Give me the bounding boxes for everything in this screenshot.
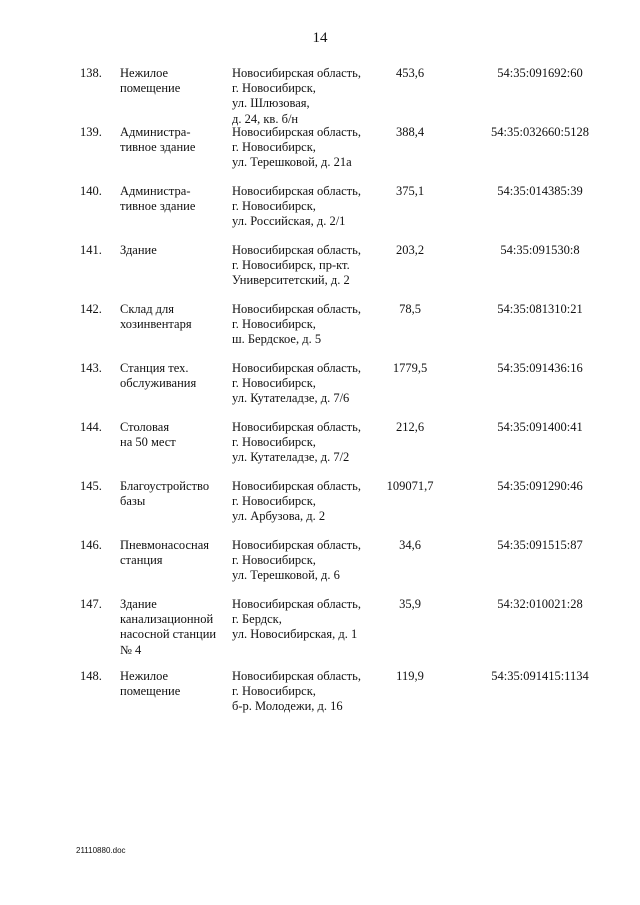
object-name-line: тивное здание xyxy=(120,199,196,214)
object-address-line: г. Новосибирск, xyxy=(232,494,316,509)
object-name-line: Пневмонасосная xyxy=(120,538,209,552)
object-address-line: Новосибирская область, xyxy=(232,538,361,552)
cadastral-number: 54:35:032660:5128 xyxy=(491,125,589,139)
object-address-line: г. Новосибирск, пр-кт. xyxy=(232,258,350,273)
object-name-line: станция xyxy=(120,553,163,568)
object-name xyxy=(120,243,220,258)
object-name xyxy=(120,125,220,155)
table-row xyxy=(0,125,640,184)
row-number: 143. xyxy=(80,361,102,375)
object-name xyxy=(120,184,220,214)
object-address-line: ул. Шлюзовая, xyxy=(232,96,310,111)
object-name-line: помещение xyxy=(120,684,181,699)
object-address-line: ул. Терешковой, д. 6 xyxy=(232,568,340,583)
object-address-line: г. Новосибирск, xyxy=(232,376,316,391)
table-row xyxy=(0,184,640,243)
object-area: 212,6 xyxy=(395,420,425,434)
cadastral-number: 54:35:091530:8 xyxy=(500,243,580,257)
object-address xyxy=(232,669,382,715)
cadastral-number: 54:32:010021:28 xyxy=(497,597,583,611)
object-area: 34,6 xyxy=(399,538,421,552)
object-address xyxy=(232,361,382,407)
object-address-line: ул. Новосибирская, д. 1 xyxy=(232,627,358,642)
table-row xyxy=(0,361,640,420)
table-row xyxy=(0,66,640,125)
table-row xyxy=(0,538,640,597)
object-address-line: Новосибирская область, xyxy=(232,184,361,198)
object-address xyxy=(232,243,382,289)
object-name-line: Нежилое xyxy=(120,66,169,80)
object-name-line: насосной станции xyxy=(120,627,217,642)
object-name-line: базы xyxy=(120,494,146,509)
table-row xyxy=(0,302,640,361)
object-area: 119,9 xyxy=(396,669,424,683)
object-address-line: Новосибирская область, xyxy=(232,302,361,316)
object-address-line: г. Бердск, xyxy=(232,612,282,627)
object-name-line: Здание xyxy=(120,597,157,611)
document-filename: 21110880.doc xyxy=(76,846,126,855)
object-name-line: Склад для xyxy=(120,302,175,316)
row-number: 141. xyxy=(80,243,102,257)
object-address-line: Новосибирская область, xyxy=(232,669,361,683)
row-number: 140. xyxy=(80,184,102,198)
object-name-line: № 4 xyxy=(120,642,142,657)
object-address-line: г. Новосибирск, xyxy=(232,553,316,568)
cadastral-number: 54:35:014385:39 xyxy=(497,184,583,198)
object-address-line: Новосибирская область, xyxy=(232,420,361,434)
object-area: 1779,5 xyxy=(392,361,428,375)
row-number: 148. xyxy=(80,669,102,683)
object-name-line: на 50 мест xyxy=(120,435,176,450)
row-number: 146. xyxy=(80,538,102,552)
table-row xyxy=(0,420,640,479)
cadastral-number: 54:35:091400:41 xyxy=(497,420,583,434)
object-address-line: Новосибирская область, xyxy=(232,243,361,257)
object-address-line: г. Новосибирск, xyxy=(232,317,316,332)
object-area: 78,5 xyxy=(399,302,421,316)
cadastral-number: 54:35:091692:60 xyxy=(497,66,583,80)
object-area: 453,6 xyxy=(395,66,425,80)
object-name xyxy=(120,302,220,332)
object-name-line: помещение xyxy=(120,81,181,96)
property-table xyxy=(0,66,640,728)
object-name-line: хозинвентаря xyxy=(120,317,192,332)
object-address xyxy=(232,302,382,348)
object-area: 388,4 xyxy=(395,125,425,139)
object-address-line: д. 24, кв. б/н xyxy=(232,111,299,126)
cadastral-number: 54:35:081310:21 xyxy=(497,302,583,316)
object-area: 375,1 xyxy=(395,184,425,198)
object-name-line: тивное здание xyxy=(120,140,196,155)
row-number: 144. xyxy=(80,420,102,434)
row-number: 142. xyxy=(80,302,102,316)
object-area: 35,9 xyxy=(399,597,421,611)
object-address xyxy=(232,479,382,525)
row-number: 139. xyxy=(80,125,102,139)
object-name-line: Столовая xyxy=(120,420,170,434)
object-address-line: ул. Российская, д. 2/1 xyxy=(232,214,346,229)
object-address-line: Университетский, д. 2 xyxy=(232,273,350,288)
object-name-line: обслуживания xyxy=(120,376,197,391)
row-number: 138. xyxy=(80,66,102,80)
object-address xyxy=(232,538,382,584)
cadastral-number: 54:35:091436:16 xyxy=(497,361,583,375)
object-name xyxy=(120,538,220,568)
object-address xyxy=(232,420,382,466)
table-row xyxy=(0,479,640,538)
object-address-line: г. Новосибирск, xyxy=(232,81,316,96)
object-address-line: б-р. Молодежи, д. 16 xyxy=(232,699,343,714)
object-address-line: ул. Кутателадзе, д. 7/2 xyxy=(232,450,350,465)
object-address-line: ул. Арбузова, д. 2 xyxy=(232,509,326,524)
object-address-line: Новосибирская область, xyxy=(232,125,361,139)
object-address-line: г. Новосибирск, xyxy=(232,199,316,214)
object-name xyxy=(120,669,220,699)
object-address xyxy=(232,66,382,127)
object-name-line: Здание xyxy=(120,243,157,257)
object-address xyxy=(232,184,382,230)
cadastral-number: 54:35:091415:1134 xyxy=(491,669,589,683)
object-name-line: Благоустройство xyxy=(120,479,210,493)
object-address-line: Новосибирская область, xyxy=(232,597,361,611)
object-address-line: Новосибирская область, xyxy=(232,479,361,493)
object-name xyxy=(120,597,220,658)
table-row xyxy=(0,243,640,302)
object-address xyxy=(232,125,382,171)
object-address-line: Новосибирская область, xyxy=(232,361,361,375)
object-name-line: Нежилое xyxy=(120,669,169,683)
object-name xyxy=(120,66,220,96)
object-name xyxy=(120,420,220,450)
row-number: 145. xyxy=(80,479,102,493)
object-address-line: ул. Терешковой, д. 21а xyxy=(232,155,352,170)
page-number: 14 xyxy=(312,30,328,46)
object-name-line: канализационной xyxy=(120,612,214,627)
object-name xyxy=(120,479,220,509)
object-name-line: Администра- xyxy=(120,125,191,139)
object-name-line: Администра- xyxy=(120,184,191,198)
object-name xyxy=(120,361,220,391)
object-name-line: Станция тех. xyxy=(120,361,189,375)
table-row xyxy=(0,597,640,669)
cadastral-number: 54:35:091290:46 xyxy=(497,479,583,493)
cadastral-number: 54:35:091515:87 xyxy=(497,538,583,552)
object-address-line: ул. Кутателадзе, д. 7/6 xyxy=(232,391,350,406)
table-row xyxy=(0,669,640,728)
object-address-line: г. Новосибирск, xyxy=(232,684,316,699)
object-address-line: г. Новосибирск, xyxy=(232,140,316,155)
object-area: 109071,7 xyxy=(386,479,434,493)
object-area: 203,2 xyxy=(395,243,425,257)
object-address-line: Новосибирская область, xyxy=(232,66,361,80)
object-address xyxy=(232,597,382,643)
object-address-line: г. Новосибирск, xyxy=(232,435,316,450)
object-address-line: ш. Бердское, д. 5 xyxy=(232,332,322,347)
row-number: 147. xyxy=(80,597,102,611)
